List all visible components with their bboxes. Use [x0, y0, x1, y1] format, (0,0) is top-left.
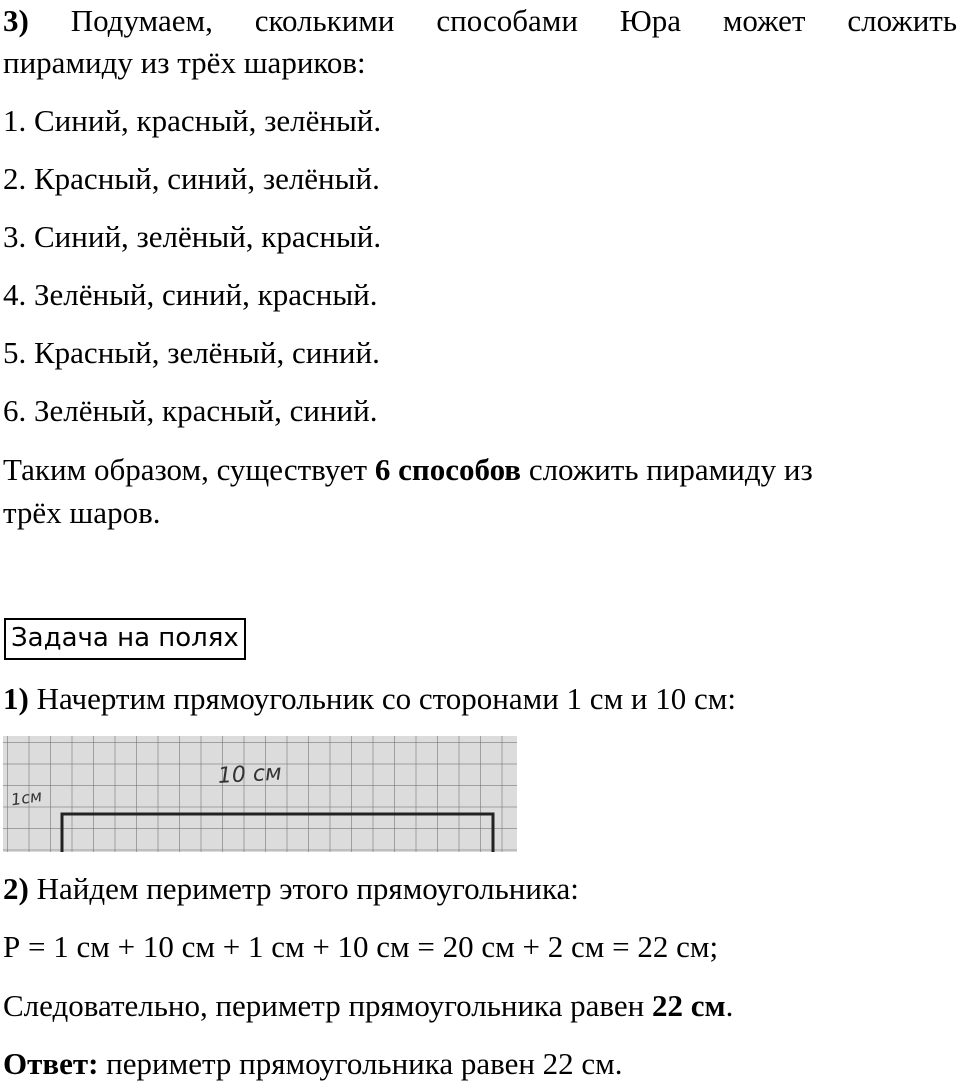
step1-text: Начертим прямоугольник со сторонами 1 см и 10 см: — [28, 681, 737, 716]
list-item: 4. Зелёный, синий, красный. — [3, 277, 378, 312]
list-item: 2. Красный, синий, зелёный. — [3, 161, 380, 196]
list-item: 3. Синий, зелёный, красный. — [3, 219, 382, 254]
task3-number: 3) — [3, 3, 29, 38]
rectangle-figure — [3, 736, 517, 852]
task3-conclusion-line1: Таким образом, существует 6 способов сложить пирамиду из — [3, 452, 813, 487]
list-item: 6. Зелёный, красный, синий. — [3, 393, 378, 428]
task3-intro-line1 — [3, 2, 957, 40]
task3-intro-line2: пирамиду из трёх шариков: — [3, 45, 366, 80]
drawn-rectangle — [62, 814, 493, 852]
task3-conclusion-bold: 6 способов — [374, 452, 522, 487]
answer-text: периметр прямоугольника равен 22 см. — [98, 1046, 623, 1081]
step2-number: 2) — [3, 871, 29, 906]
list-item: 5. Красный, зелёный, синий. — [3, 335, 380, 370]
step2-line — [3, 870, 579, 908]
step1-number: 1) — [3, 681, 29, 716]
rectangle-drawing — [3, 736, 517, 852]
margin-task-title: Задача на полях — [4, 618, 246, 660]
label-side: 1см — [9, 786, 44, 810]
answer-line — [3, 1045, 623, 1083]
perimeter-formula: Р = 1 см + 10 см + 1 см + 10 см = 20 см + 2 см = 22 см; — [3, 929, 719, 964]
step1-line — [3, 680, 736, 718]
label-top: 10 см — [217, 760, 283, 789]
result-line: Следовательно, периметр прямоугольника равен 22 см. — [3, 988, 734, 1023]
answer-label: Ответ: — [3, 1046, 99, 1081]
task3-intro-text: Подумаем, сколькими способами Юра может сложить — [70, 3, 957, 38]
list-item: 1. Синий, красный, зелёный. — [3, 103, 382, 138]
step2-text: Найдем периметр этого прямоугольника: — [28, 871, 579, 906]
result-bold: 22 см — [651, 988, 726, 1023]
task3-conclusion-line2: трёх шаров. — [3, 495, 161, 530]
